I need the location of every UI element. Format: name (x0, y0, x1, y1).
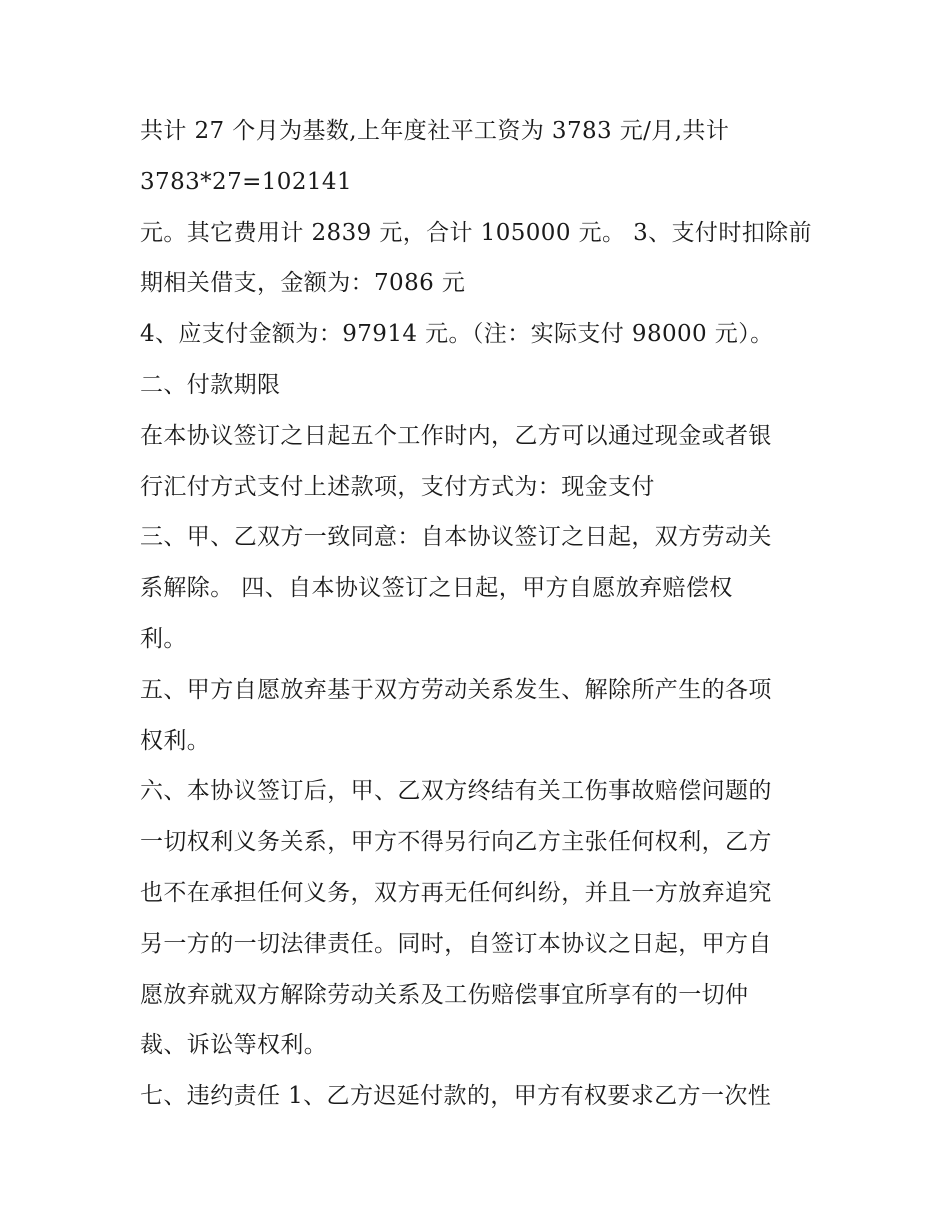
text-line: 3783*27=102141 (140, 168, 352, 195)
text-line: 也不在承担任何义务，双方再无任何纠纷，并且一方放弃追究 (140, 879, 772, 906)
text-line: 三、甲、乙双方一致同意：自本协议签订之日起，双方劳动关 (140, 524, 772, 551)
text-line: 系解除。 四、自本协议签订之日起，甲方自愿放弃赔偿权 (140, 575, 733, 602)
text-line: 另一方的一切法律责任。同时，自签订本协议之日起，甲方自 (140, 930, 772, 957)
text-line: 4、应支付金额为：97914 元。（注：实际支付 98000 元）。 (140, 321, 774, 348)
text-line: 在本协议签订之日起五个工作时内，乙方可以通过现金或者银 (140, 422, 772, 449)
text-line: 期相关借支，金额为：7086 元 (140, 270, 466, 297)
text-line: 行汇付方式支付上述款项，支付方式为：现金支付 (140, 473, 655, 500)
text-line: 元。其它费用计 2839 元，合计 105000 元。 3、支付时扣除前 (140, 219, 812, 246)
text-line: 利。 (140, 625, 187, 652)
text-line: 五、甲方自愿放弃基于双方劳动关系发生、解除所产生的各项 (140, 676, 772, 703)
text-line: 一切权利义务关系，甲方不得另行向乙方主张任何权利，乙方 (140, 829, 772, 856)
text-line: 共计 27 个月为基数,上年度社平工资为 3783 元/月,共计 (140, 118, 730, 144)
document-body (140, 106, 830, 1122)
text-line: 七、违约责任 1、乙方迟延付款的，甲方有权要求乙方一次性 (140, 1083, 772, 1110)
section-heading: 二、付款期限 (140, 371, 281, 398)
text-line: 裁、诉讼等权利。 (140, 1032, 328, 1059)
text-line: 六、本协议签订后，甲、乙双方终结有关工伤事故赔偿问题的 (140, 778, 772, 805)
text-line: 愿放弃就双方解除劳动关系及工伤赔偿事宜所享有的一切仲 (140, 981, 749, 1008)
text-line: 权利。 (140, 727, 211, 754)
